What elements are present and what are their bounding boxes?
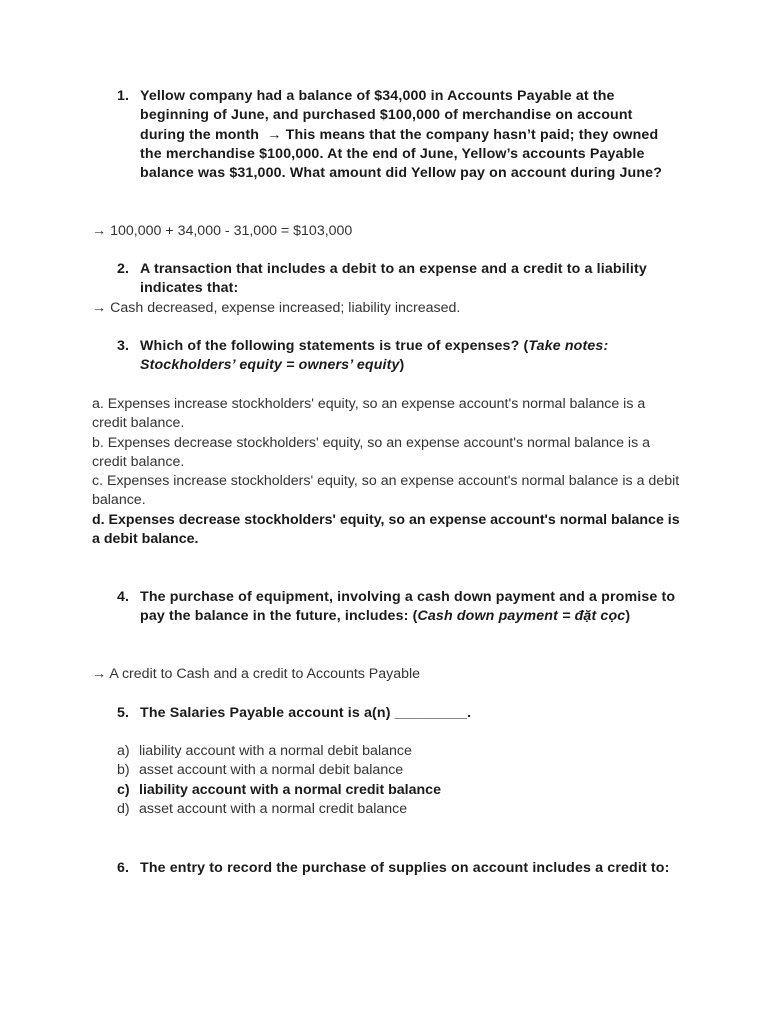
question-text: Yellow company had a balance of $34,000 in Accounts Payable at the beginning of June, and purchased $100,000 of merchandise on account during the month → This means that the company hasn’t paid; they owned the merchandise $100,000. At the end of June, Yellow’s accounts Payable balance was $31,000. What amount did Yellow pay on account during June? <box>140 88 663 182</box>
question-5 <box>117 704 677 723</box>
question-text: Which of the following statements is true of expenses? (Take notes: Stockholders’ equity = owners’ equity) <box>140 338 609 374</box>
question-3 <box>117 337 677 376</box>
question-4 <box>117 588 677 627</box>
options-5 <box>117 742 677 819</box>
answer-2: → Cash decreased, expense increased; liability increased. <box>92 300 461 316</box>
question-text: The purchase of equipment, involving a cash down payment and a promise to pay the balance in the future, includes: (Cash down payment = đặt cọc) <box>140 589 676 625</box>
question-2 <box>117 260 677 299</box>
option-b: b. Expenses decrease stockholders' equity, so an expense account's normal balance is a credit balance. <box>92 434 651 470</box>
question-number: 3. <box>117 338 130 354</box>
question-note: Cash down payment = đặt cọc <box>417 608 626 625</box>
option-c: c) liability account with a normal credit balance <box>117 781 441 798</box>
question-note: → This means that the company hasn’t paid; they owned the merchandise $100,000. <box>140 126 659 162</box>
option-a: a. Expenses increase stockholders' equity, so an expense account's normal balance is a credit balance. <box>92 396 646 432</box>
answer-4: → A credit to Cash and a credit to Accounts Payable <box>92 666 421 682</box>
question-number: 4. <box>117 589 130 605</box>
question-number: 2. <box>117 261 130 277</box>
option-d: d. Expenses decrease stockholders' equity, so an expense account's normal balance is a debit balance. <box>92 511 680 548</box>
question-number: 1. <box>117 88 130 104</box>
question-number: 6. <box>117 860 130 876</box>
option-b: b) asset account with a normal debit balance <box>117 762 404 779</box>
question-number: 5. <box>117 705 130 721</box>
question-note: Take notes: Stockholders’ equity = owners’ equity <box>140 338 609 374</box>
question-text: A transaction that includes a debit to an expense and a credit to a liability indicates that: <box>140 261 647 297</box>
option-c: c. Expenses increase stockholders' equity, so an expense account's normal balance is a debit balance. <box>92 473 680 509</box>
question-1 <box>117 87 677 183</box>
question-text: The entry to record the purchase of supplies on account includes a credit to: <box>140 860 670 876</box>
option-d: d) asset account with a normal credit balance <box>117 800 408 817</box>
options-3 <box>92 395 682 549</box>
option-a: a) liability account with a normal debit balance <box>117 743 412 759</box>
answer-1: → 100,000 + 34,000 - 31,000 = $103,000 <box>92 223 353 239</box>
question-6 <box>117 859 677 878</box>
question-text: The Salaries Payable account is a(n) _________. <box>140 705 472 721</box>
